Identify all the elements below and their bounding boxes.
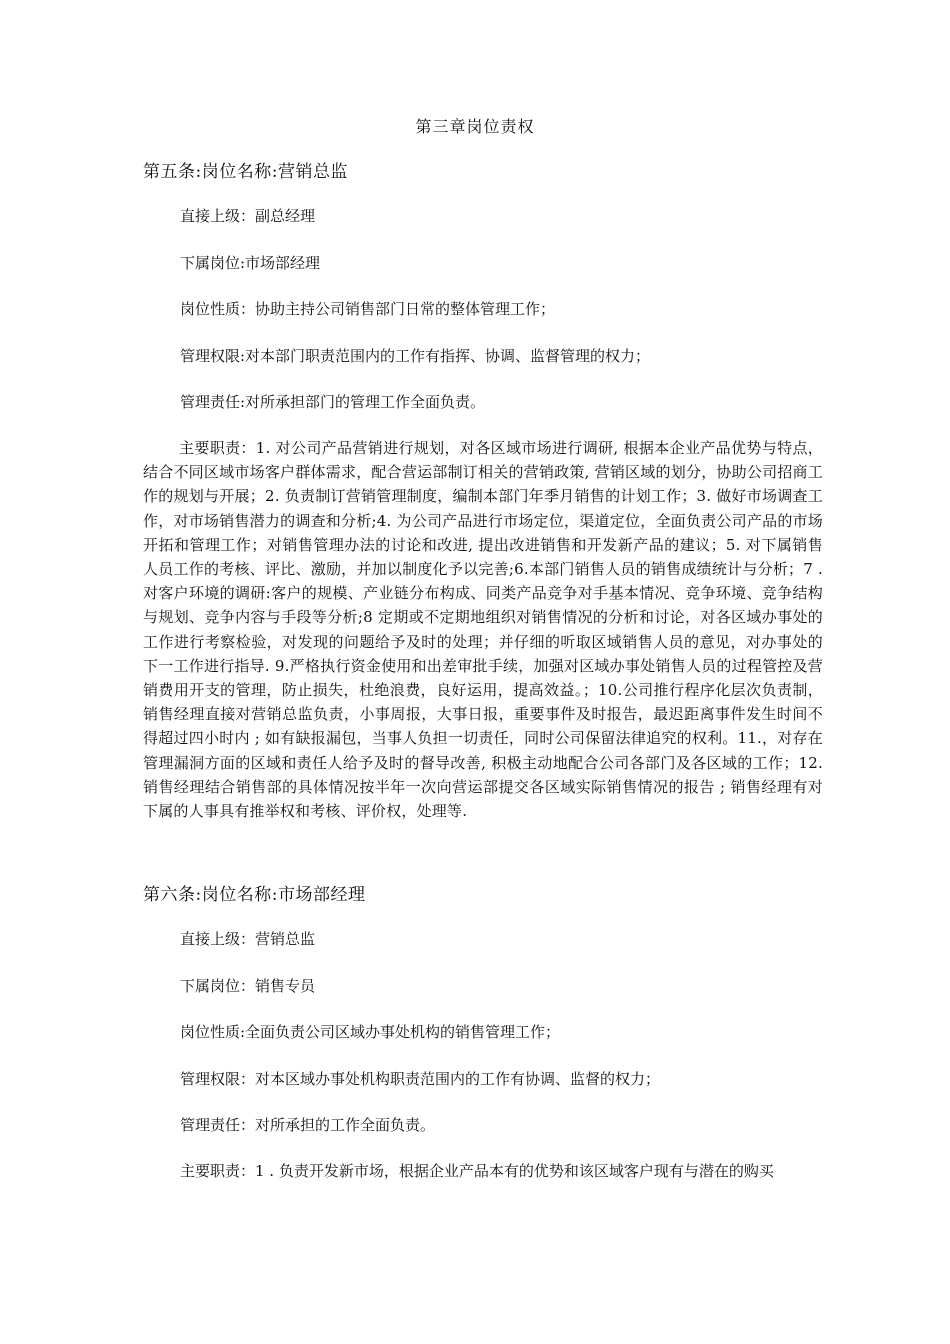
article-5-responsibility: 管理责任:对所承担部门的管理工作全面负责。 <box>180 393 486 411</box>
article-6-nature: 岗位性质:全面负责公司区域办事处机构的销售管理工作； <box>180 1023 561 1041</box>
article-6-subordinate: 下属岗位：销售专员 <box>180 977 316 995</box>
article-6-heading: 第六条:岗位名称:市场部经理 <box>143 885 366 905</box>
article-6-authority: 管理权限：对本区域办事处机构职责范围内的工作有协调、监督的权力； <box>180 1070 661 1088</box>
article-5-subordinate: 下属岗位:市场部经理 <box>180 254 321 272</box>
article-5-superior: 直接上级：副总经理 <box>180 207 316 225</box>
article-6-superior: 直接上级：营销总监 <box>180 930 316 948</box>
article-6-responsibility: 管理责任：对所承担的工作全面负责。 <box>180 1116 436 1134</box>
article-5-nature: 岗位性质：协助主持公司销售部门日常的整体管理工作； <box>180 300 556 318</box>
article-5-heading: 第五条:岗位名称:营销总监 <box>143 162 348 182</box>
article-5-duties: 主要职责：1. 对公司产品营销进行规划，对各区域市场进行调研, 根据本企业产品优势与特点，结合不同区域市场客户群体需求，配合营运部制订相关的营销政策, 营销区域的划分，协助公司招商工作的规划与开展；2. 负责制订营销管理制度，编制本部门年季月销售的计划工作；3. 做好市场调查工作，对市场销售潜力的调查和分析;4. 为公司产品进行市场定位，渠道定位，全面负责公司产品的市场开拓和管理工作；对销售管理办法的讨论和改进, 提出改进销售和开发新产品的建议；5. 对下属销售人员工作的考核、评比、激励，并加以制度化予以完善;6.本部门销售人员的销售成绩统计与分析；7 . 对客户环境的调研:客户的规模、产业链分布构成、同类产品竞争对手基本情况、竞争环境、竞争结构与规划、竞争内容与手段等分析;8 定期或不定期地组织对销售情况的分析和讨论，对各区域办事处的工作进行考察检验，对发现的问题给予及时的处理；并仔细的听取区域销售人员的意见，对办事处的下一工作进行指导. 9.严格执行资金使用和出差审批手续，加强对区域办事处销售人员的过程管控及营销费用开支的管理，防止损失，杜绝浪费，良好运用，提高效益。；10.公司推行程序化层次负责制，销售经理直接对营销总监负责，小事周报，大事日报，重要事件及时报告，最迟距离事件发生时间不得超过四小时内 ; 如有缺报漏包，当事人负担一切责任，同时公司保留法律追究的权利。11.，对存在管理漏洞方面的区域和责任人给予及时的督导改善, 积极主动地配合公司各部门及各区域的工作；12. 销售经理结合销售部的具体情况按半年一次向营运部提交各区域实际销售情况的报告 ; 销售经理有对下属的人事具有推举权和考核、评价权，处理等. <box>143 439 823 821</box>
article-5-authority: 管理权限:对本部门职责范围内的工作有指挥、协调、监督管理的权力； <box>180 347 651 365</box>
article-6-duties: 主要职责：1 . 负责开发新市场，根据企业产品本有的优势和该区域客户现有与潜在的购买 <box>180 1162 774 1180</box>
chapter-title: 第三章岗位责权 <box>415 117 535 136</box>
